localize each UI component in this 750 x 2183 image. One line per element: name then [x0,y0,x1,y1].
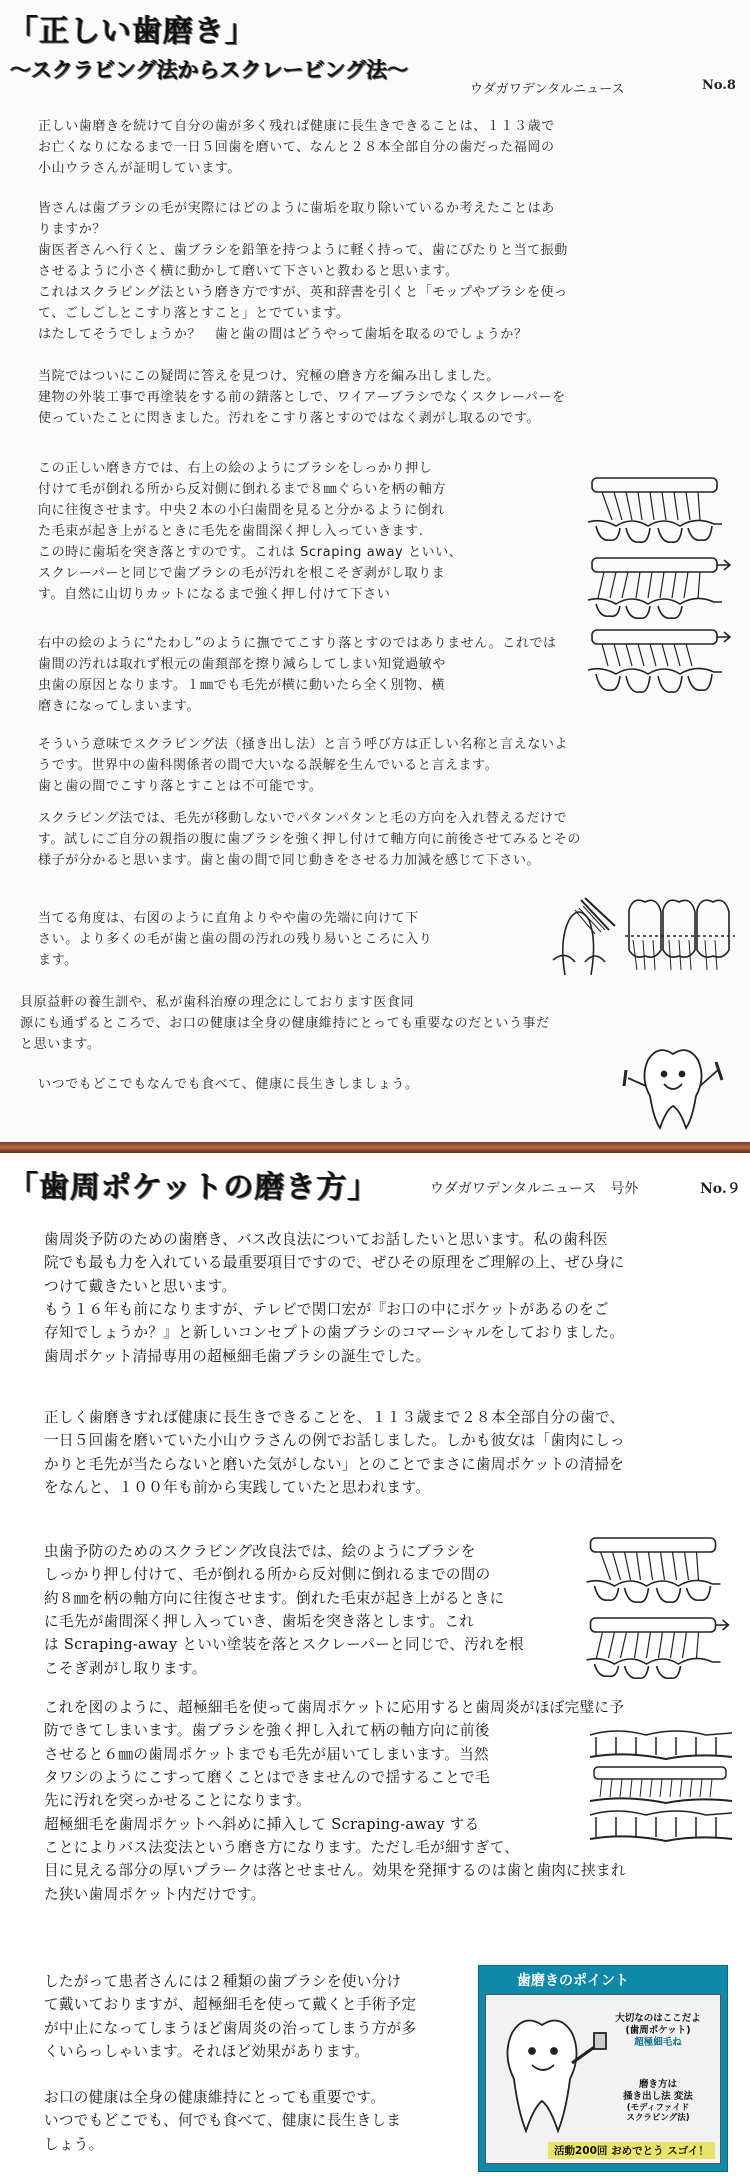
brushing-point-box [478,1965,728,2172]
text-line: もう１６年も前になりますが、テレビで関口宏が『お口の中にポケットがあるのをご [44,1301,609,1319]
text-line: 皆さんは歯ブラシの毛が実際にはどのように歯垢を取り除いているか考えたことはあ [38,201,555,216]
text-line: 存知でしょうか？』と新しいコンセプトの歯ブラシのコマーシャルをしておりました。 [44,1324,625,1342]
issue1-paragraph [20,366,732,429]
text-line: こそぎ剥がし取ります。 [44,1659,207,1677]
tooth-with-brush-icon [490,2003,610,2153]
point-box-illustration [485,1994,721,2164]
issue1-number: No.8 [702,78,736,93]
text-line: スクラビング法では、毛先が移動しないでパタンパタンと毛の方向を入れ替えるだけで [38,811,568,826]
text-line: が中止になってしまうほど歯周炎の治ってしまう方が多 [44,2019,417,2037]
text-line: お口の健康は全身の健康維持にとっても重要です。 [44,2089,386,2106]
issue1-paragraph [20,198,732,345]
issue1-paragraph [20,734,732,797]
text-line: 小山ウラさんが証明しています。 [38,161,241,177]
text-line: と思います。 [20,1037,101,1053]
tooth-character-icon [618,1040,728,1135]
issue1-paragraph [20,808,732,871]
text-line: しょう。 [44,2135,104,2153]
text-line: 源にも通ずるところで、お口の健康は全身の健康維持にとっても重要なのだという事だ [20,1016,550,1032]
issue2-title: 「歯周ポケットの磨き方」 [8,1170,379,1205]
issue2-number: No.９ [700,1181,741,1197]
text-line: くいらっしゃいます。それほど効果があります。 [44,2043,370,2061]
brush-tawashi-figure [582,622,732,702]
text-line: 様子が分かると思います。歯と歯の間で同じ動きをさせる力加減を感じて下さい。 [38,853,541,869]
text-line: させるように小さく横に動かして磨いて下さいと教わると思います。 [38,264,459,280]
text-line: りますか？ [38,222,107,238]
text-line: 向に往復させます。中央２本の小臼歯間を見ると分かるように倒れ [38,503,445,519]
text-line: させると６㎜の歯周ポケットまでも毛先が届いてしまいます。当然 [44,1745,489,1763]
text-line: ことによりバス法変法という磨き方になります。ただし毛が細すぎて、 [44,1839,520,1857]
text-line: これを図のように、超極細毛を使って歯周ポケットに応用すると歯周炎がほぼ完璧に予 [44,1699,625,1716]
text-line: この正しい磨き方では、右上の絵のようにブラシをしっかり押し [38,461,433,476]
brush-scraping-figure-issue2 [578,1530,733,1680]
text-line: つけて戴きたいと思います。 [44,1277,237,1295]
text-line: かりと毛先が当たらないと磨いた気がしない」とのことでまさに歯周ポケットの清掃を [44,1455,625,1473]
issue1-newsletter-name: ウダガワデンタルニュース [470,82,625,97]
text-line: これはスクラビング法という磨き方ですが、英和辞書を引くと「モップやブラシを使っ [38,285,568,301]
text-line: はたしてそうでしょうか？ 歯と歯の間はどうやって歯垢を取るのでしょうか？ [38,327,528,343]
text-line: いつでもどこでも、何でも食べて、健康に長生きしま [44,2112,402,2130]
text-line: 当院ではついにこの疑問に答えを見つけ、究極の磨き方を編み出しました。 [38,369,500,384]
text-line: 付けて毛が倒れる所から反対側に倒れるまで８㎜ぐらいを柄の軸方 [38,482,447,498]
section-divider [0,1142,750,1153]
text-line: 一日５回歯を磨いていた小山ウラさんの例でお話しました。しかも彼女は「歯肉にしっ [44,1432,625,1450]
text-line: 正しい歯磨きを続けて自分の歯が多く残れば健康に長生きできることは、１１３歳で [38,119,555,134]
text-line: 約８㎜を柄の軸方向に往復させます。倒れた毛束が起き上がるときに [44,1589,505,1607]
text-line: 歯周ポケット清掃専用の超極細毛歯ブラシの誕生でした。 [44,1347,431,1365]
text-line: 目に見える部分の厚いプラークは落とせません。効果を発揮するのは歯と歯肉に挟まれ [44,1862,626,1880]
text-line: しっかり押し付けて、毛が倒れる所から反対側に倒れるまでの間の [44,1566,491,1584]
text-line: 使っていたことに閃きました。汚れをこすり落とすのではなく剥がし取るのです。 [38,411,541,427]
text-line: 虫歯の原因となります。１㎜でも毛先が横に動いたら全く別物、横 [38,678,445,694]
text-line: さい。より多くの毛が歯と歯の間の汚れの残り易いところに入り [38,932,433,948]
point-note-pocket: 大切なのはここだよ (歯周ポケット) 超極細毛ね [615,2013,701,2048]
text-line: 歯医者さんへ行くと、歯ブラシを鉛筆を持つように軽く持って、歯にぴたりと当て振動 [38,243,568,259]
issue1-paragraph [20,908,545,971]
text-line: て戴いておりますが、超極細毛を使って戴くと手術予定 [44,1996,417,2014]
text-line: 防できてしまいます。歯ブラシを強く押し入れて柄の軸方向に前後 [44,1722,490,1740]
point-box-footer: 活動200回 おめでとう スゴイ！ [548,2142,715,2159]
text-line: ます。 [38,953,78,969]
text-line: 貝原益軒の養生訓や、私が歯科治療の理念にしております医食同 [20,995,415,1010]
issue2-paragraph [22,1406,734,1499]
text-line: 歯と歯の間でこすり落とすことは不可能です。 [38,779,323,795]
text-line: 歯間の汚れは取れず根元の歯頚部を擦り減らしてしまい知覚過敏や [38,657,447,673]
text-line: す。自然に山切りカットになるまで強く押し付けて下さい [38,587,391,603]
issue1-paragraph [20,116,732,179]
issue2-paragraph [22,1540,582,1680]
pocket-brush-figure [586,1725,736,1850]
text-line: に毛先が歯間深く押し入っていき、歯垢を突き落とします。これ [44,1613,475,1631]
issue2-newsletter-name: ウダガワデンタルニュース 号外 [430,1181,639,1197]
text-line: この時に歯垢を突き落とすのです。これは Scraping away といい、 [38,545,463,561]
point-box-title: 歯磨きのポイント [517,1973,629,1989]
text-line: 磨きになってしまいます。 [38,699,201,715]
text-line: 正しく歯磨きすれば健康に長生きできることを、１１３歳まで２８本全部自分の歯で、 [44,1409,625,1426]
text-line: た毛束が起き上がるときに毛先を歯間深く押し入っていきます. [38,524,424,540]
point-note-method: 磨き方は 掻き出し法 変法 (モディファイド スクラビング法) [623,2079,693,2124]
text-line: 先に汚れを突っかせることになります。 [44,1792,311,1810]
text-line: したがって患者さんには２種類の歯ブラシを使い分け [44,1973,402,1990]
text-line: うです。世界中の歯科関係者の間で大いなる誤解を生んでいると言えます。 [38,758,499,774]
brush-scraping-figure-top [582,470,732,620]
issue1-paragraph [20,1074,620,1095]
text-line: いつでもどこでもなんでも食べて、健康に長生きしましょう。 [38,1077,419,1092]
issue1-title: 「正しい歯磨き」 [8,14,256,49]
text-line: タワシのようにこすって磨くことはできませんので揺することで毛 [44,1769,490,1787]
text-line: 院でも最も力を入れている最重要項目ですので、ぜひその原理をご理解の上、ぜひ身に [44,1254,625,1272]
text-line: た狭い歯周ポケット内だけです。 [44,1885,266,1903]
text-line: お亡くなりになるまで一日５回歯を磨いて、なんと２８本全部自分の歯だった福岡の [38,140,555,156]
text-line: 虫歯予防のためのスクラビング改良法では、絵のようにブラシを [44,1543,476,1560]
text-line: 当てる角度は、右図のように直角よりやや歯の先端に向けて下 [38,911,419,926]
text-line: そういう意味でスクラビング法（掻き出し法）と言う呼び方は正しい名称と言えないよ [38,737,569,752]
brush-angle-figure [545,890,740,980]
text-line: て、ごしごしとこすり落とすこと」とでています。 [38,306,350,322]
issue1-subtitle: ～スクラビング法からスクレービング法～ [10,58,409,82]
text-line: 超極細毛を歯周ポケットへ斜めに挿入して Scraping-away する [44,1815,480,1833]
text-line: 歯周炎予防のための歯磨き、バス改良法についてお話したいと思います。私の歯科医 [44,1231,608,1248]
issue1-paragraph [20,992,710,1055]
issue2-paragraph [22,1970,477,2063]
text-line: スクレーパーと同じで歯ブラシの毛が汚れを根こそぎ剥がし取りま [38,566,446,582]
text-line: 右中の絵のように“たわし”のように撫でてこすり落とすのではありません。これでは [38,636,557,651]
text-line: をなんと、１００年も前から実践していたと思われます。 [44,1479,431,1497]
text-line: 建物の外装工事で再塗装をする前の錆落としで、ワイアーブラシでなくスクレーパーを [38,390,566,406]
issue2-paragraph [22,1228,734,1368]
text-line: は Scraping-away といい塗装を落とスクレーパーと同じで、汚れを根 [44,1636,524,1654]
issue2-paragraph [22,2086,477,2156]
issue1-paragraph [20,458,585,605]
text-line: す。試しにご自分の親指の腹に歯ブラシを強く押し付けて軸方向に前後させてみるとその [38,832,581,848]
